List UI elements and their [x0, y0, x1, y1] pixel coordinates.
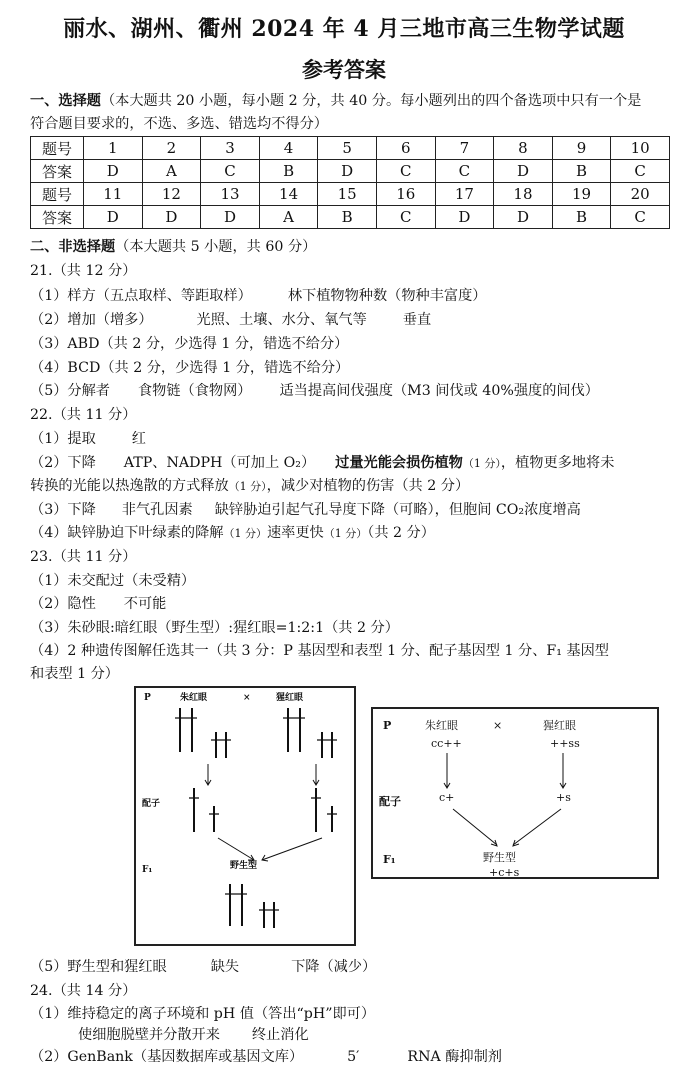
q21-line3: （3）ABD（共 2 分，少选得 1 分，错选不给分） — [30, 336, 349, 352]
q23-line3: （3）朱砂眼:暗红眼（野生型）:猩红眼=1:2:1（共 2 分） — [30, 620, 399, 636]
svg-text:P: P — [383, 719, 392, 732]
q22-line2: （2）下降 ATP、NADPH（可加上 O₂） 过量光能会损伤植物（1 分），植物更多地将未 — [30, 455, 615, 471]
svg-text:F₁: F₁ — [383, 853, 396, 866]
svg-text:猩红眼: 猩红眼 — [276, 693, 304, 703]
svg-text:cc++: cc++ — [431, 737, 462, 750]
q24-line1b: 使细胞脱壁并分散开来 终止消化 — [78, 1027, 309, 1043]
svg-text:+c+s: +c+s — [489, 866, 520, 877]
q22-line4: （4）缺锌胁迫下叶绿素的降解（1 分）速率更快（1 分）（共 2 分） — [30, 525, 435, 541]
svg-text:c+: c+ — [439, 791, 455, 804]
q22-head: 22.（共 11 分） — [30, 407, 137, 423]
page-title: 丽水、湖州、衢州 2024 年 4 月三地市高三生物学试题 — [63, 16, 625, 42]
q21-head: 21.（共 12 分） — [30, 263, 137, 279]
q21-line5: （5）分解者 食物链（食物网） 适当提高间伐强度（M3 间伐或 40%强度的间伐） — [30, 383, 599, 399]
section1-header: 一、选择题（本大题共 20 小题，每小题 2 分，共 40 分。每小题列出的四个备选项中只有一个是 — [30, 93, 642, 109]
table-row: 答案 D D D A B C D D B C — [31, 206, 670, 229]
svg-text:×: × — [243, 693, 251, 703]
svg-text:P: P — [144, 693, 151, 703]
page-subtitle: 参考答案 — [302, 57, 386, 82]
svg-text:++ss: ++ss — [550, 737, 580, 750]
chromosome-diagram-svg — [136, 688, 354, 944]
q24-head: 24.（共 14 分） — [30, 983, 137, 999]
q23-line2: （2）隐性 不可能 — [30, 596, 167, 612]
genotype-diagram-svg — [373, 709, 657, 877]
q21-line4: （4）BCD（共 2 分，少选得 1 分，错选不给分） — [30, 360, 350, 376]
genetic-diagram-genotype — [371, 707, 659, 879]
svg-text:野生型: 野生型 — [230, 861, 258, 871]
genetic-diagram-chromosome — [134, 686, 356, 946]
table-row: 题号 1 2 3 4 5 6 7 8 9 10 — [31, 137, 670, 160]
svg-text:×: × — [493, 719, 503, 732]
q24-line1: （1）维持稳定的离子环境和 pH 值（答出“pH”即可） — [30, 1006, 376, 1022]
svg-text:朱红眼: 朱红眼 — [425, 719, 458, 732]
q22-line3: （3）下降 非气孔因素 缺锌胁迫引起气孔导度下降（可略），但胞间 CO₂浓度增高 — [30, 502, 581, 518]
q23-line1: （1）未交配过（未受精） — [30, 573, 196, 589]
section1-desc2: 符合题目要求的，不选、多选、错选均不得分） — [30, 116, 328, 132]
q23-line4b: 和表型 1 分） — [30, 666, 119, 682]
q22-line1: （1）提取 红 — [30, 431, 146, 447]
q23-line5: （5）野生型和猩红眼 缺失 下降（减少） — [30, 959, 377, 975]
svg-text:野生型: 野生型 — [483, 851, 516, 864]
q21-line2: （2）增加（增多） 光照、土壤、水分、氧气等 垂直 — [30, 312, 432, 328]
svg-text:F₁: F₁ — [142, 865, 153, 875]
svg-text:+s: +s — [556, 791, 571, 804]
svg-text:配子: 配子 — [379, 795, 401, 808]
q22-line2b: 转换的光能以热逸散的方式释放（1 分），减少对植物的伤害（共 2 分） — [30, 478, 470, 494]
svg-text:猩红眼: 猩红眼 — [543, 719, 576, 732]
answer-table — [30, 136, 670, 229]
q24-line2: （2）GenBank（基因数据库或基因文库） 5′ RNA 酶抑制剂 — [30, 1049, 502, 1065]
table-row: 答案 D A C B D C C D B C — [31, 160, 670, 183]
section2-header: 二、非选择题（本大题共 5 小题，共 60 分） — [30, 239, 317, 255]
q23-line4: （4）2 种遗传图解任选其一（共 3 分：P 基因型和表型 1 分、配子基因型 1 分、F₁ 基因型 — [30, 643, 609, 659]
q21-line1: （1）样方（五点取样、等距取样） 林下植物物种数（物种丰富度） — [30, 288, 487, 304]
table-row: 题号 11 12 13 14 15 16 17 18 19 20 — [31, 183, 670, 206]
q23-head: 23.（共 11 分） — [30, 549, 137, 565]
svg-text:朱红眼: 朱红眼 — [180, 693, 208, 703]
svg-text:配子: 配子 — [142, 799, 161, 809]
